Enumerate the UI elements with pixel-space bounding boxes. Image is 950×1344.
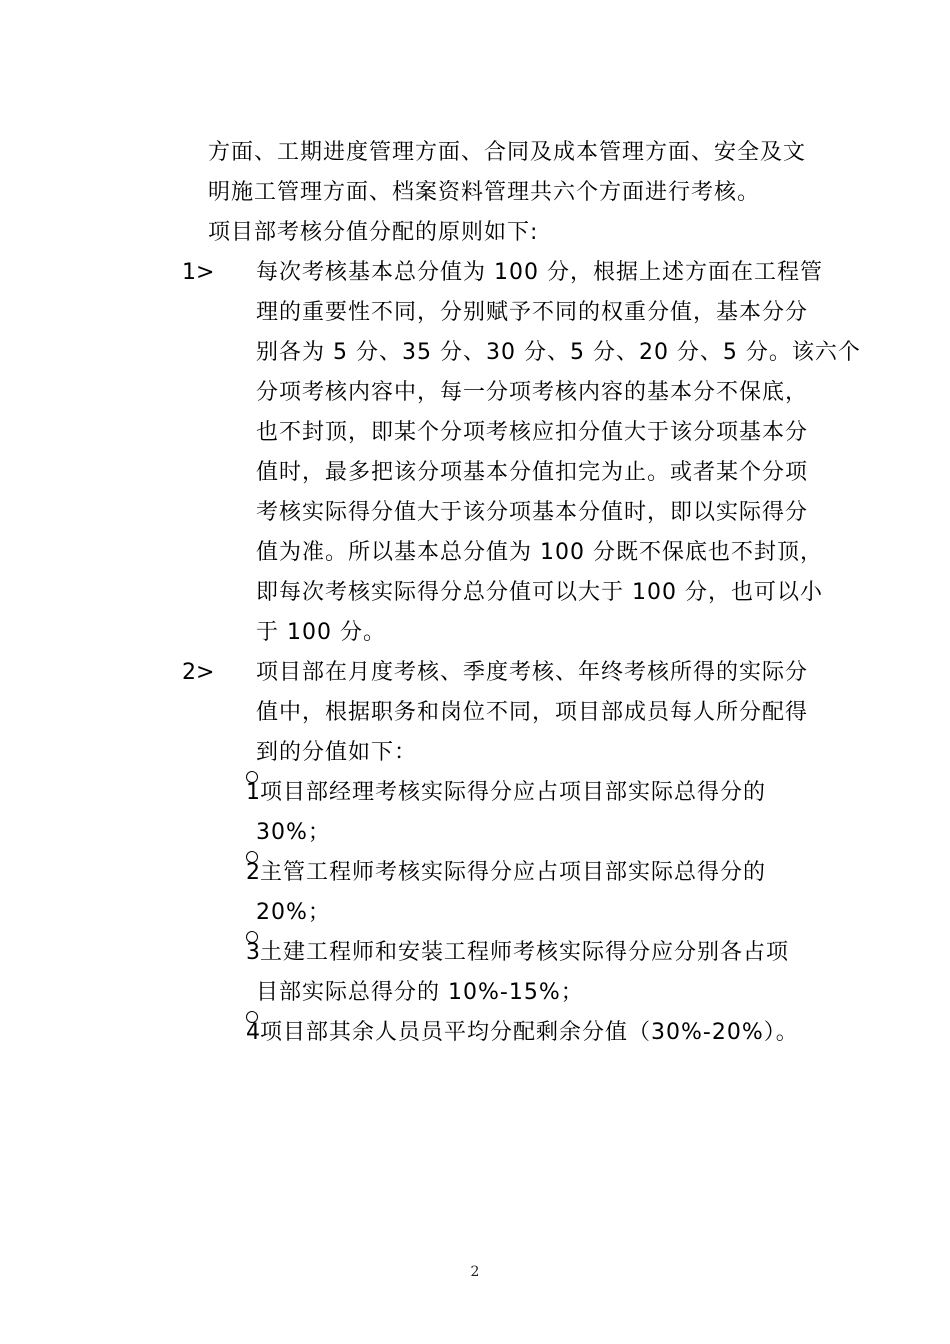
sub-item-text: 主管工程师考核实际得分应占项目部实际总得分的 [260, 860, 767, 885]
sub-item-text: 项目部其余人员员平均分配剩余分值（30%-20%）。 [260, 1020, 799, 1045]
sub-item-1 [246, 773, 766, 813]
item-2-line: 项目部在月度考核、季度考核、年终考核所得的实际分 [256, 660, 809, 685]
circled-number-icon [246, 1013, 260, 1053]
item-1-line: 考核实际得分值大于该分项基本分值时，即以实际得分 [256, 500, 809, 525]
sub-item-1-cont: 30%； [256, 820, 331, 845]
item-1-line: 也不封顶，即某个分项考核应扣分值大于该分项基本分 [256, 420, 809, 445]
circled-number-icon [246, 773, 260, 813]
sub-item-number: 3 [246, 940, 261, 965]
sub-item-3 [246, 933, 789, 973]
circled-number-icon [246, 933, 260, 973]
item-1-line: 于 100 分。 [256, 620, 386, 645]
sub-item-3-cont: 目部实际总得分的 10%-15%； [256, 980, 584, 1005]
item-2-marker: 2> [182, 660, 215, 685]
sub-item-number: 1 [246, 780, 261, 805]
item-1-line: 值为准。所以基本总分值为 100 分既不保底也不封顶， [256, 540, 823, 565]
sub-item-number: 2 [246, 860, 261, 885]
item-1-line: 每次考核基本总分值为 100 分，根据上述方面在工程管 [256, 260, 823, 285]
item-2-line: 值中，根据职务和岗位不同，项目部成员每人所分配得 [256, 700, 809, 725]
item-1-line: 别各为 5 分、35 分、30 分、5 分、20 分、5 分。该六个 [256, 340, 861, 365]
sub-item-number: 4 [246, 1020, 261, 1045]
item-2-line: 到的分值如下： [256, 740, 418, 765]
sub-item-text: 项目部经理考核实际得分应占项目部实际总得分的 [260, 780, 767, 805]
page-number: 2 [470, 1264, 480, 1280]
sub-item-2-cont: 20%； [256, 900, 331, 925]
item-1-line: 理的重要性不同，分别赋予不同的权重分值，基本分分 [256, 300, 809, 325]
circled-number-icon [246, 853, 260, 893]
sub-item-2 [246, 853, 766, 893]
intro-line-3: 项目部考核分值分配的原则如下: [208, 220, 539, 245]
sub-item-4 [246, 1013, 799, 1053]
item-1-line: 分项考核内容中，每一分项考核内容的基本分不保底， [256, 380, 809, 405]
item-1-marker: 1> [182, 260, 215, 285]
item-1-line: 值时，最多把该分项基本分值扣完为止。或者某个分项 [256, 460, 809, 485]
item-1-line: 即每次考核实际得分总分值可以大于 100 分，也可以小 [256, 580, 823, 605]
intro-line-1: 方面、工期进度管理方面、合同及成本管理方面、安全及文 [208, 140, 807, 165]
sub-item-text: 土建工程师和安装工程师考核实际得分应分别各占项 [260, 940, 790, 965]
intro-line-2: 明施工管理方面、档案资料管理共六个方面进行考核。 [208, 180, 761, 205]
